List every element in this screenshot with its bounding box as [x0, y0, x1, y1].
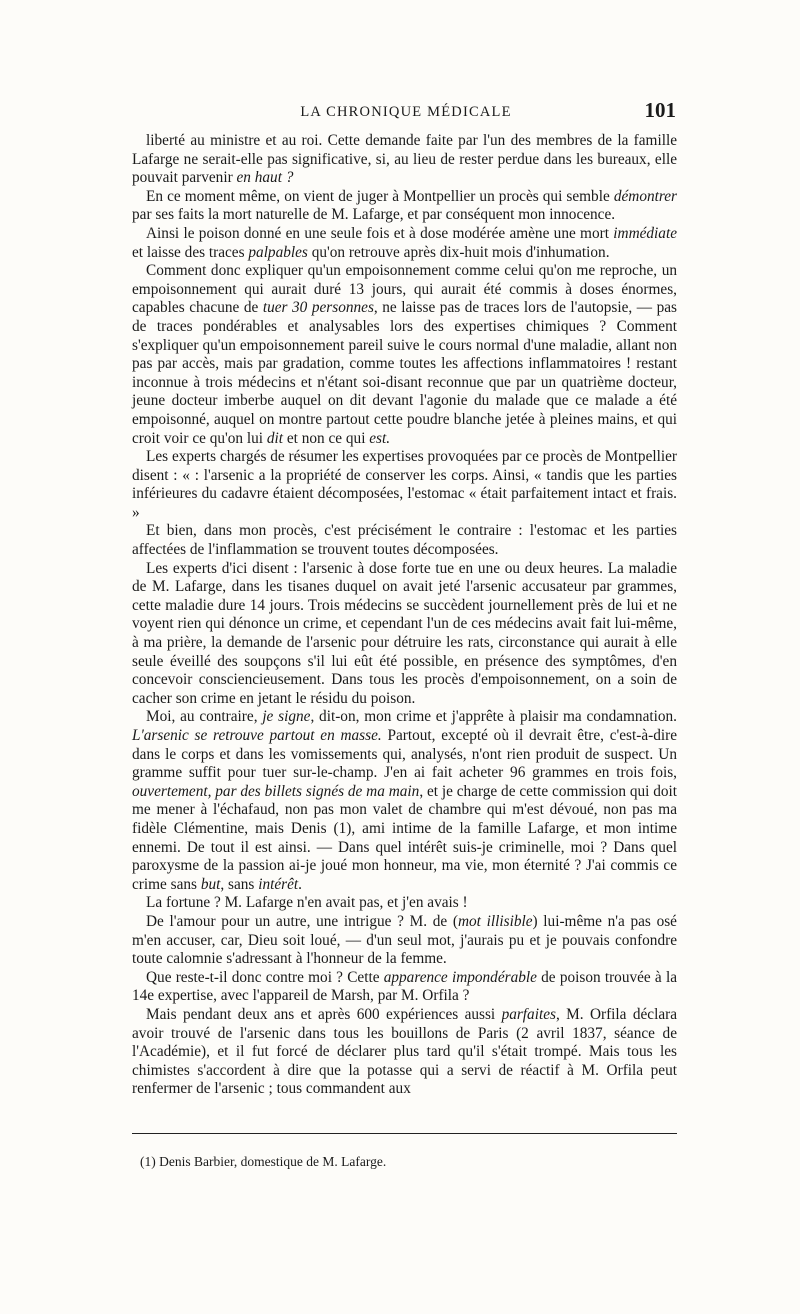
running-title: LA CHRONIQUE MÉDICALE	[300, 104, 512, 120]
page-number: 101	[644, 98, 676, 122]
page-header	[132, 100, 680, 124]
italic-text: tuer 30 personnes	[262, 299, 374, 317]
paragraph	[132, 969, 677, 1006]
italic-text: dit	[266, 429, 284, 447]
text-run: , dit-on, mon crime et j'apprête à plaisir ma condamnation.	[310, 708, 677, 726]
text-run: Comment donc expliquer qu'un empoisonnement comme celui qu'on me reproche, un empoisonnement qui aurait duré 13 jours, qui aurait été commis à doses énormes, capables chacune de	[132, 262, 677, 317]
paragraph	[132, 225, 677, 262]
italic-text: je signe	[262, 708, 311, 726]
text-run: et non ce qui	[283, 429, 370, 447]
text-run: par ses faits la mort naturelle de M. Lafarge, et par conséquent mon innocence.	[132, 206, 616, 224]
text-run: , sans	[220, 875, 259, 893]
text-run: , ne laisse pas de traces lors de l'autopsie, — pas de traces pondérables et analysables lors des expertises chimiques ? Comment s'expliquer qu'un empoisonnement pareil suive le cours normal d'une maladie, allant non pas par accès, mais par gradation, comme toutes les affections inflammatoires ! restant inconnue à trois médecins et n'étant soi-disant reconnue que par un quatrième docteur, jeune docteur imberbe auquel on dit devant l'agonie du malade que ce malade a été empoisonné, auquel on montre partout cette poudre blanche jetée à pleines mains, et qui croit voir ce qu'on lui	[132, 299, 677, 447]
paragraph	[132, 522, 677, 559]
italic-text: en haut ?	[236, 169, 294, 187]
italic-text: palpables	[248, 243, 308, 261]
italic-text: immédiate	[613, 224, 677, 242]
footnote-separator	[132, 1133, 677, 1134]
paragraph	[132, 448, 677, 522]
text-run: Ainsi le poison donné en une seule fois et à dose modérée amène une mort	[146, 224, 614, 242]
text-run: ) lui-même n'a pas osé m'en accuser, car, Dieu soit loué, — d'un seul mot, j'aurais pu et je pouvais confondre toute calomnie s'adressant à l'honneur de la femme.	[132, 912, 677, 968]
italic-text: est.	[369, 429, 391, 447]
text-run: De l'amour pour un autre, une intrigue ? M. de (	[146, 912, 458, 930]
italic-text: but	[200, 875, 221, 893]
body-text	[132, 132, 677, 1099]
paragraph	[132, 894, 677, 913]
footnote: (1) Denis Barbier, domestique de M. Lafarge.	[140, 1154, 387, 1169]
italic-text: L'arsenic se retrouve partout en masse.	[132, 727, 382, 744]
text-run: de poison trouvée à la 14e expertise, avec l'appareil de Marsh, par M. Orfila ?	[132, 968, 677, 1005]
italic-text: parfaites	[501, 1005, 556, 1023]
text-run: , M. Orfila déclara avoir trouvé de l'arsenic dans tous les bouillons de Paris (2 avril 1837, séance de l'Académie), et il fut forcé de déclarer plus tard qu'il s'était trompé. Mais tous les chimistes s'accordent à dire que la potasse qui a servi de réactif à M. Orfila peut renfermer de l'arsenic ; tous commandent aux	[132, 1005, 677, 1098]
paragraph	[132, 262, 677, 448]
text-run: En ce moment même, on vient de juger à Montpellier un procès qui semble	[146, 187, 614, 205]
text-run: et laisse des traces	[132, 243, 249, 261]
italic-text: démontrer	[613, 187, 677, 205]
text-run: Et bien, dans mon procès, c'est précisément le contraire : l'estomac et les parties affectées de l'inflammation se trouvent toutes décomposées.	[132, 522, 677, 559]
text-run: Mais pendant deux ans et après 600 expériences aussi	[146, 1005, 502, 1023]
paragraph	[132, 560, 677, 709]
text-run: La fortune ? M. Lafarge n'en avait pas, et j'en avais !	[146, 894, 468, 912]
text-run: qu'on retrouve après dix-huit mois d'inhumation.	[307, 243, 610, 261]
paragraph	[132, 1006, 677, 1099]
text-run: Partout, excepté où il devrait être, c'est-à-dire dans le corps et dans les vomissements qui, analysés, n'ont rien produit de suspect. Un gramme suffit pour tuer sur-le-champ. J'en ai fait acheter 96 grammes en trois fois,	[132, 727, 677, 782]
paragraph	[132, 132, 677, 188]
paragraph	[132, 188, 677, 225]
italic-text: intérêt	[258, 875, 299, 893]
text-run: , et je charge de cette commission qui doit me mener à l'échafaud, non pas mon valet de chambre qui m'est dévoué, non pas ma fidèle Clémentine, mais Denis (1), ami intime de la famille Lafarge, et mon intime ennemi. De tout il est ainsi. — Dans quel intérêt suis-je criminelle, moi ? Dans quel paroxysme de la passion ai-je joué mon honneur, ma vie, mon éternité ? J'ai commis ce crime sans	[132, 782, 677, 893]
text-run: .	[298, 875, 302, 893]
italic-text: ouvertement, par des billets signés de ma main	[132, 782, 420, 800]
text-run: liberté au ministre et au roi. Cette demande faite par l'un des membres de la famille Lafarge ne serait-elle pas significative, si, au lieu de rester perdue dans les bureaux, elle pouvait parvenir	[132, 132, 677, 187]
text-run: Les experts chargés de résumer les expertises provoquées par ce procès de Montpellier disent : « : l'arsenic a la propriété de conserver les corps. Ainsi, « tandis que les parties inférieures du cadavre étaient décomposées, l'estomac « était parfaitement intact et frais. »	[132, 448, 677, 521]
paragraph	[132, 708, 677, 894]
text-run: Moi, au contraire,	[146, 708, 263, 726]
paragraph	[132, 913, 677, 969]
italic-text: apparence impondérable	[383, 968, 537, 986]
italic-text: mot illisible	[457, 912, 533, 930]
text-run: Les experts d'ici disent : l'arsenic à dose forte tue en une ou deux heures. La maladie de M. Lafarge, dans les tisanes duquel on avait jeté l'arsenic accusateur par grammes, cette maladie dure 14 jours. Trois médecins se succèdent journellement près de lui et ne voyent rien qui dénonce un crime, et cependant l'un de ces médecins avait fait lui-même, à ma prière, la demande de l'arsenic pour détruire les rats, circonstance qui aurait à elle seule éveillé des soupçons s'il lui eût été possible, en présence des symptômes, d'en concevoir consciencieusement. Dans tous les procès d'empoisonnement, on a soin de cacher son crime en jetant le résidu du poison.	[132, 559, 677, 707]
text-run: Que reste-t-il donc contre moi ? Cette	[146, 968, 384, 986]
